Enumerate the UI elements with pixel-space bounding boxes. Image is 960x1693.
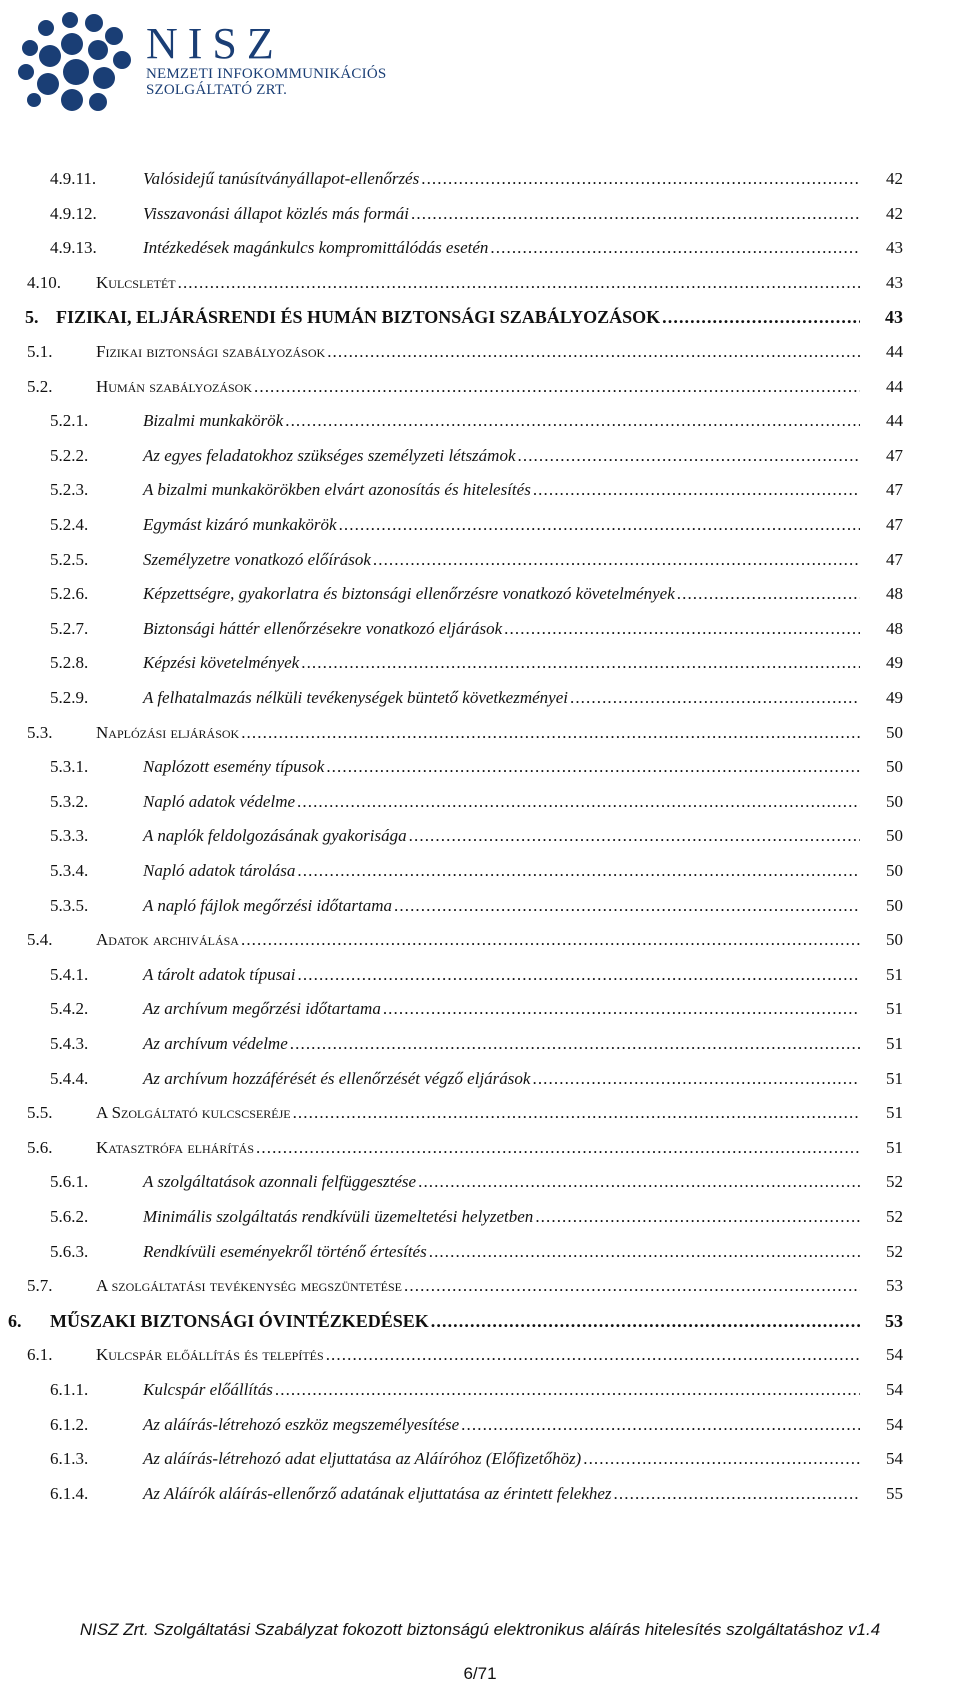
toc-entry-title[interactable]: Naplózási eljárások: [96, 722, 240, 742]
toc-entry-page: 43: [886, 238, 903, 258]
toc-entry-title[interactable]: A naplók feldolgozásának gyakorisága: [143, 826, 407, 846]
toc-entry-title-line: [143, 684, 860, 712]
footer-page-number: 6/71: [463, 1664, 497, 1683]
toc-entry-title[interactable]: A felhatalmazás nélküli tevékenységek büntető következményei: [143, 688, 568, 707]
toc-entry-number: 5.3.: [27, 722, 53, 742]
toc-entry-number: 5.3.2.: [50, 791, 89, 811]
toc-entry[interactable]: [0, 373, 960, 401]
toc-entry-number: 5.2.1.: [50, 411, 89, 431]
toc-entry-number: 5.6.: [27, 1137, 53, 1157]
toc-entry-title[interactable]: FIZIKAI, ELJÁRÁSRENDI ÉS HUMÁN BIZTONSÁGI SZABÁLYOZÁSOK: [56, 307, 661, 328]
toc-entry-title-line: [143, 1065, 860, 1093]
toc-entry-title[interactable]: Biztonsági háttér ellenőrzésekre vonatkozó eljárások: [143, 618, 503, 638]
toc-dot-leader: [293, 1099, 860, 1127]
toc-entry[interactable]: [0, 1376, 960, 1404]
toc-entry-page: 49: [886, 688, 903, 707]
toc-entry[interactable]: [0, 1445, 960, 1473]
toc-entry-title[interactable]: A napló fájlok megőrzési időtartama: [143, 895, 393, 915]
toc-dot-leader: [431, 1307, 860, 1335]
toc-dot-leader: [409, 822, 860, 850]
toc-dot-leader: [418, 1168, 860, 1196]
toc-entry-title[interactable]: Adatok archiválása: [96, 930, 239, 950]
toc-entry[interactable]: [0, 200, 960, 228]
toc-entry-number: 5.4.2.: [50, 999, 89, 1019]
toc-entry-title-line: [143, 165, 860, 193]
toc-entry-page: 54: [886, 1380, 903, 1399]
toc-entry-title[interactable]: A szolgáltatási tevékenység megszüntetése: [96, 1276, 403, 1296]
toc-entry[interactable]: [0, 407, 960, 435]
toc-entry[interactable]: [0, 857, 960, 885]
toc-dot-leader: [614, 1480, 860, 1508]
toc-entry-page: 54: [886, 1345, 903, 1365]
toc-dot-leader: [301, 649, 860, 677]
toc-entry-title[interactable]: A tárolt adatok típusai: [143, 964, 296, 984]
toc-entry-page: 51: [886, 999, 903, 1019]
toc-entry-page: 51: [886, 964, 903, 984]
toc-entry-title-line: [96, 338, 860, 366]
toc-entry-number: 5.2.: [27, 376, 53, 396]
toc-entry-number: 5.2.7.: [50, 618, 89, 638]
toc-entry-title[interactable]: Naplózott esemény típusok: [143, 757, 325, 777]
toc-entry-title[interactable]: Rendkívüli eseményekről történő értesítés: [143, 1241, 427, 1261]
toc-dot-leader: [241, 719, 860, 747]
toc-entry[interactable]: [0, 1480, 960, 1508]
toc-dot-leader: [383, 995, 860, 1023]
toc-entry[interactable]: [0, 1134, 960, 1162]
toc-entry[interactable]: [0, 442, 960, 470]
toc-entry[interactable]: [0, 753, 960, 781]
toc-dot-leader: [533, 476, 860, 504]
toc-entry-title-line: [143, 1238, 860, 1266]
toc-entry-title-line: [96, 719, 860, 747]
toc-entry[interactable]: [0, 1203, 960, 1231]
toc-entry-title-line: [143, 892, 860, 920]
toc-entry-number: 5.3.3.: [50, 826, 89, 846]
toc-entry-title-line: [143, 649, 860, 677]
toc-entry-number: 5.2.3.: [50, 480, 89, 500]
toc-entry-title[interactable]: Bizalmi munkakörök: [143, 411, 284, 431]
toc-entry-title[interactable]: Intézkedések magánkulcs kompromittálódás esetén: [143, 238, 489, 258]
nisz-logo-mark-icon: [12, 8, 142, 116]
toc-entry-number: 5.6.2.: [50, 1207, 89, 1226]
toc-entry[interactable]: [0, 1272, 960, 1300]
toc-entry-title-line: [96, 1341, 860, 1369]
toc-entry[interactable]: [0, 1168, 960, 1196]
toc-entry-title[interactable]: Napló adatok védelme: [143, 791, 296, 811]
toc-entry-page: 50: [886, 826, 903, 846]
toc-entry[interactable]: [0, 269, 960, 297]
toc-entry-number: 4.9.12.: [50, 203, 97, 223]
toc-entry-title[interactable]: Katasztrófa elhárítás: [96, 1137, 255, 1157]
toc-dot-leader: [583, 1445, 860, 1473]
toc-entry-number: 5.1.: [27, 342, 53, 361]
toc-entry[interactable]: [0, 1238, 960, 1266]
toc-entry[interactable]: [0, 788, 960, 816]
toc-entry-number: 6.1.4.: [50, 1483, 89, 1503]
logo-text: [146, 19, 387, 98]
toc-dot-leader: [429, 1238, 860, 1266]
toc-entry-page: 55: [886, 1483, 903, 1503]
toc-dot-leader: [677, 580, 860, 608]
toc-entry-title[interactable]: Minimális szolgáltatás rendkívüli üzemeltetési helyzetben: [143, 1207, 534, 1226]
toc-dot-leader: [373, 546, 860, 574]
toc-dot-leader: [256, 1134, 860, 1162]
toc-entry-page: 50: [886, 895, 903, 915]
toc-dot-leader: [178, 269, 860, 297]
toc-entry-number: 5.: [25, 307, 39, 328]
logo-line-2: SZOLGÁLTATÓ ZRT.: [146, 82, 288, 98]
toc-entry[interactable]: [0, 476, 960, 504]
toc-entry-title[interactable]: Képzési követelmények: [143, 653, 300, 673]
logo-line-1: NEMZETI INFOKOMMUNIKÁCIÓS: [146, 66, 387, 82]
toc-entry-title[interactable]: Humán szabályozások: [96, 376, 252, 396]
toc-dot-leader: [327, 338, 860, 366]
toc-entry-page: 44: [886, 376, 903, 396]
toc-entry-page: 43: [885, 307, 903, 328]
toc-entry-title[interactable]: Az archívum védelme: [143, 1034, 288, 1053]
toc-entry-number: 6.: [8, 1310, 22, 1331]
toc-entry-number: 5.2.9.: [50, 688, 89, 707]
toc-entry-title-line: [96, 1134, 860, 1162]
toc-entry-page: 48: [886, 584, 903, 604]
toc-entry-title[interactable]: Egymást kizáró munkakörök: [143, 515, 337, 534]
toc-entry-title-line: [96, 269, 860, 297]
toc-entry-title-line: [143, 961, 860, 989]
toc-entry[interactable]: [0, 926, 960, 954]
toc-entry-page: 49: [886, 653, 903, 673]
toc-entry-number: 6.1.2.: [50, 1414, 89, 1434]
toc-entry-page: 42: [886, 203, 903, 223]
toc-entry-title-line: [50, 1307, 860, 1335]
toc-entry-number: 5.3.1.: [50, 757, 89, 777]
toc-entry-title[interactable]: Az aláírás-létrehozó adat eljuttatása az Aláíróhoz (Előfizetőhöz): [143, 1449, 582, 1469]
toc-entry-number: 6.1.1.: [50, 1380, 89, 1399]
toc-entry-number: 5.4.3.: [50, 1034, 89, 1053]
toc-entry[interactable]: [0, 165, 960, 193]
toc-entry-page: 51: [886, 1137, 903, 1157]
toc-entry-title[interactable]: Valósidejű tanúsítványállapot-ellenőrzés: [143, 169, 420, 188]
toc-entry[interactable]: [0, 684, 960, 712]
toc-dot-leader: [535, 1203, 860, 1231]
toc-entry[interactable]: [0, 1099, 960, 1127]
toc-entry-title-line: [96, 1099, 860, 1127]
toc-entry-page: 50: [886, 791, 903, 811]
toc-entry-title-line: [143, 511, 860, 539]
toc-entry-title-line: [143, 857, 860, 885]
toc-entry-number: 5.6.1.: [50, 1172, 89, 1192]
toc-entry-title-line: [143, 476, 860, 504]
toc-entry-page: 43: [886, 272, 903, 292]
toc-entry[interactable]: [0, 580, 960, 608]
toc-entry-title[interactable]: Kulcspár előállítás: [143, 1380, 273, 1399]
toc-entry-number: 5.4.: [27, 930, 53, 950]
toc-entry-number: 5.2.5.: [50, 549, 89, 569]
toc-entry-page: 42: [886, 169, 903, 188]
toc-dot-leader: [297, 788, 860, 816]
toc-entry[interactable]: [0, 649, 960, 677]
toc-entry-title[interactable]: A szolgáltatások azonnali felfüggesztése: [143, 1172, 417, 1192]
toc-entry-title[interactable]: Kulcspár előállítás és telepítés: [96, 1345, 324, 1365]
toc-entry-title-line: [96, 1272, 860, 1300]
toc-entry-title[interactable]: Személyzetre vonatkozó előírások: [143, 549, 371, 569]
toc-entry-title[interactable]: Napló adatok tárolása: [143, 861, 296, 880]
toc-entry[interactable]: [0, 892, 960, 920]
toc-entry-title[interactable]: Fizikai biztonsági szabályozások: [96, 342, 326, 361]
toc-entry[interactable]: [0, 995, 960, 1023]
toc-entry-title[interactable]: Az Aláírók aláírás-ellenőrző adatának eljuttatása az érintett felekhez: [143, 1483, 612, 1503]
toc-entry-title[interactable]: A Szolgáltató kulcscseréje: [96, 1103, 291, 1123]
toc-entry-number: 4.9.13.: [50, 238, 97, 258]
toc-entry-number: 4.9.11.: [50, 169, 97, 188]
toc-dot-leader: [285, 407, 860, 435]
toc-entry-number: 5.3.5.: [50, 895, 89, 915]
toc-dot-leader: [411, 200, 860, 228]
toc-entry-page: 50: [886, 930, 903, 950]
toc-entry-number: 5.4.1.: [50, 964, 89, 984]
toc-entry-title[interactable]: Kulcsletét: [96, 272, 176, 292]
toc-entry-number: 5.2.8.: [50, 653, 89, 673]
toc-entry-page: 51: [886, 1034, 903, 1053]
toc-entry-title-line: [143, 1203, 860, 1231]
toc-entry-page: 51: [886, 1103, 903, 1123]
toc-entry-title-line: [56, 303, 860, 331]
toc-entry-number: 5.5.: [27, 1103, 53, 1123]
toc-entry-title-line: [143, 753, 860, 781]
toc-entry-title-line: [143, 995, 860, 1023]
toc-dot-leader: [254, 373, 860, 401]
toc-dot-leader: [241, 926, 860, 954]
toc-entry-page: 47: [886, 515, 903, 534]
logo-name: NISZ: [146, 19, 284, 68]
toc-entry-title[interactable]: Az archívum hozzáférését és ellenőrzését végző eljárások: [143, 1068, 531, 1088]
toc-entry-title-line: [143, 615, 860, 643]
toc-dot-leader: [461, 1411, 860, 1439]
toc-dot-leader: [297, 857, 860, 885]
toc-entry-page: 52: [886, 1241, 903, 1261]
toc-dot-leader: [339, 511, 860, 539]
toc-entry-number: 5.2.4.: [50, 515, 89, 534]
toc-dot-leader: [326, 1341, 860, 1369]
toc-dot-leader: [421, 165, 860, 193]
toc-dot-leader: [518, 442, 861, 470]
toc-entry-number: 6.1.3.: [50, 1449, 89, 1469]
toc-entry-title[interactable]: MŰSZAKI BIZTONSÁGI ÓVINTÉZKEDÉSEK: [50, 1310, 429, 1331]
toc-dot-leader: [662, 303, 860, 331]
toc-entry-title-line: [143, 1030, 860, 1058]
toc-entry-title[interactable]: Az aláírás-létrehozó eszköz megszemélyesítése: [143, 1414, 460, 1434]
toc-entry[interactable]: [0, 615, 960, 643]
toc-entry[interactable]: [0, 303, 960, 331]
toc-dot-leader: [504, 615, 860, 643]
toc-entry[interactable]: [0, 1341, 960, 1369]
toc-entry-title-line: [96, 373, 860, 401]
toc-entry-title-line: [143, 546, 860, 574]
toc-dot-leader: [404, 1272, 860, 1300]
toc-entry-page: 54: [886, 1449, 903, 1469]
toc-entry[interactable]: [0, 1307, 960, 1335]
toc-entry-number: 4.10.: [27, 272, 61, 292]
toc-entry-page: 50: [886, 757, 903, 777]
toc-dot-leader: [490, 234, 860, 262]
toc-entry-title-line: [143, 788, 860, 816]
toc-entry-page: 54: [886, 1414, 903, 1434]
toc-entry-title-line: [143, 1168, 860, 1196]
toc-entry[interactable]: [0, 338, 960, 366]
toc-entry-title-line: [143, 234, 860, 262]
toc-entry-title-line: [143, 1445, 860, 1473]
toc-entry-number: 5.2.2.: [50, 445, 89, 465]
toc-entry-number: 5.4.4.: [50, 1068, 89, 1088]
toc-entry-page: 47: [886, 549, 903, 569]
toc-dot-leader: [326, 753, 860, 781]
toc-entry[interactable]: [0, 961, 960, 989]
toc-entry[interactable]: [0, 511, 960, 539]
footer-text: NISZ Zrt. Szolgáltatási Szabályzat fokozott biztonságú elektronikus aláírás hitelesítés szolgáltatáshoz v1.4: [79, 1620, 881, 1639]
toc-entry[interactable]: [0, 822, 960, 850]
toc-entry-title-line: [143, 822, 860, 850]
toc-entry-title-line: [143, 1376, 860, 1404]
toc-entry-number: 5.7.: [27, 1276, 53, 1296]
toc-entry[interactable]: [0, 719, 960, 747]
toc-entry-page: 50: [886, 722, 903, 742]
toc-entry[interactable]: [0, 234, 960, 262]
toc-entry-page: 50: [886, 861, 903, 880]
toc-entry-title[interactable]: Képzettségre, gyakorlatra és biztonsági ellenőrzésre vonatkozó követelmények: [143, 584, 675, 604]
toc-entry-page: 51: [886, 1068, 903, 1088]
toc-entry[interactable]: [0, 546, 960, 574]
toc-entry-page: 44: [886, 411, 903, 431]
toc-entry-title[interactable]: Az archívum megőrzési időtartama: [143, 999, 381, 1019]
toc-dot-leader: [298, 961, 860, 989]
toc-entry[interactable]: [0, 1411, 960, 1439]
toc-entry-title-line: [143, 407, 860, 435]
toc-dot-leader: [570, 684, 860, 712]
toc-entry-title-line: [143, 580, 860, 608]
toc-entry-page: 53: [886, 1276, 903, 1296]
toc-entry-page: 52: [886, 1207, 903, 1226]
toc-dot-leader: [394, 892, 860, 920]
toc-entry[interactable]: [0, 1030, 960, 1058]
toc-entry-title-line: [143, 1411, 860, 1439]
toc-entry-title-line: [143, 1480, 860, 1508]
toc-entry-number: 5.6.3.: [50, 1241, 89, 1261]
toc-entry-page: 47: [886, 445, 903, 465]
toc-entry-number: 5.3.4.: [50, 861, 89, 880]
toc-entry-page: 52: [886, 1172, 903, 1192]
toc-entry-number: 6.1.: [27, 1345, 53, 1365]
toc-entry-page: 44: [886, 342, 903, 361]
toc-entry[interactable]: [0, 1065, 960, 1093]
toc-entry-page: 48: [886, 618, 903, 638]
toc-entry-title-line: [143, 200, 860, 228]
toc-entry-page: 47: [886, 480, 903, 500]
toc-entry-title[interactable]: A bizalmi munkakörökben elvárt azonosítás és hitelesítés: [143, 480, 531, 500]
toc-dot-leader: [290, 1030, 860, 1058]
toc-entry-title[interactable]: Visszavonási állapot közlés más formái: [143, 203, 410, 223]
toc-dot-leader: [532, 1065, 860, 1093]
toc-entry-number: 5.2.6.: [50, 584, 89, 604]
toc-entry-page: 53: [885, 1310, 903, 1331]
nisz-logo: [12, 8, 392, 116]
toc-entry-title[interactable]: Az egyes feladatokhoz szükséges személyzeti létszámok: [143, 445, 516, 465]
toc-dot-leader: [275, 1376, 860, 1404]
toc-entry-title-line: [96, 926, 860, 954]
toc-entry-title-line: [143, 442, 860, 470]
